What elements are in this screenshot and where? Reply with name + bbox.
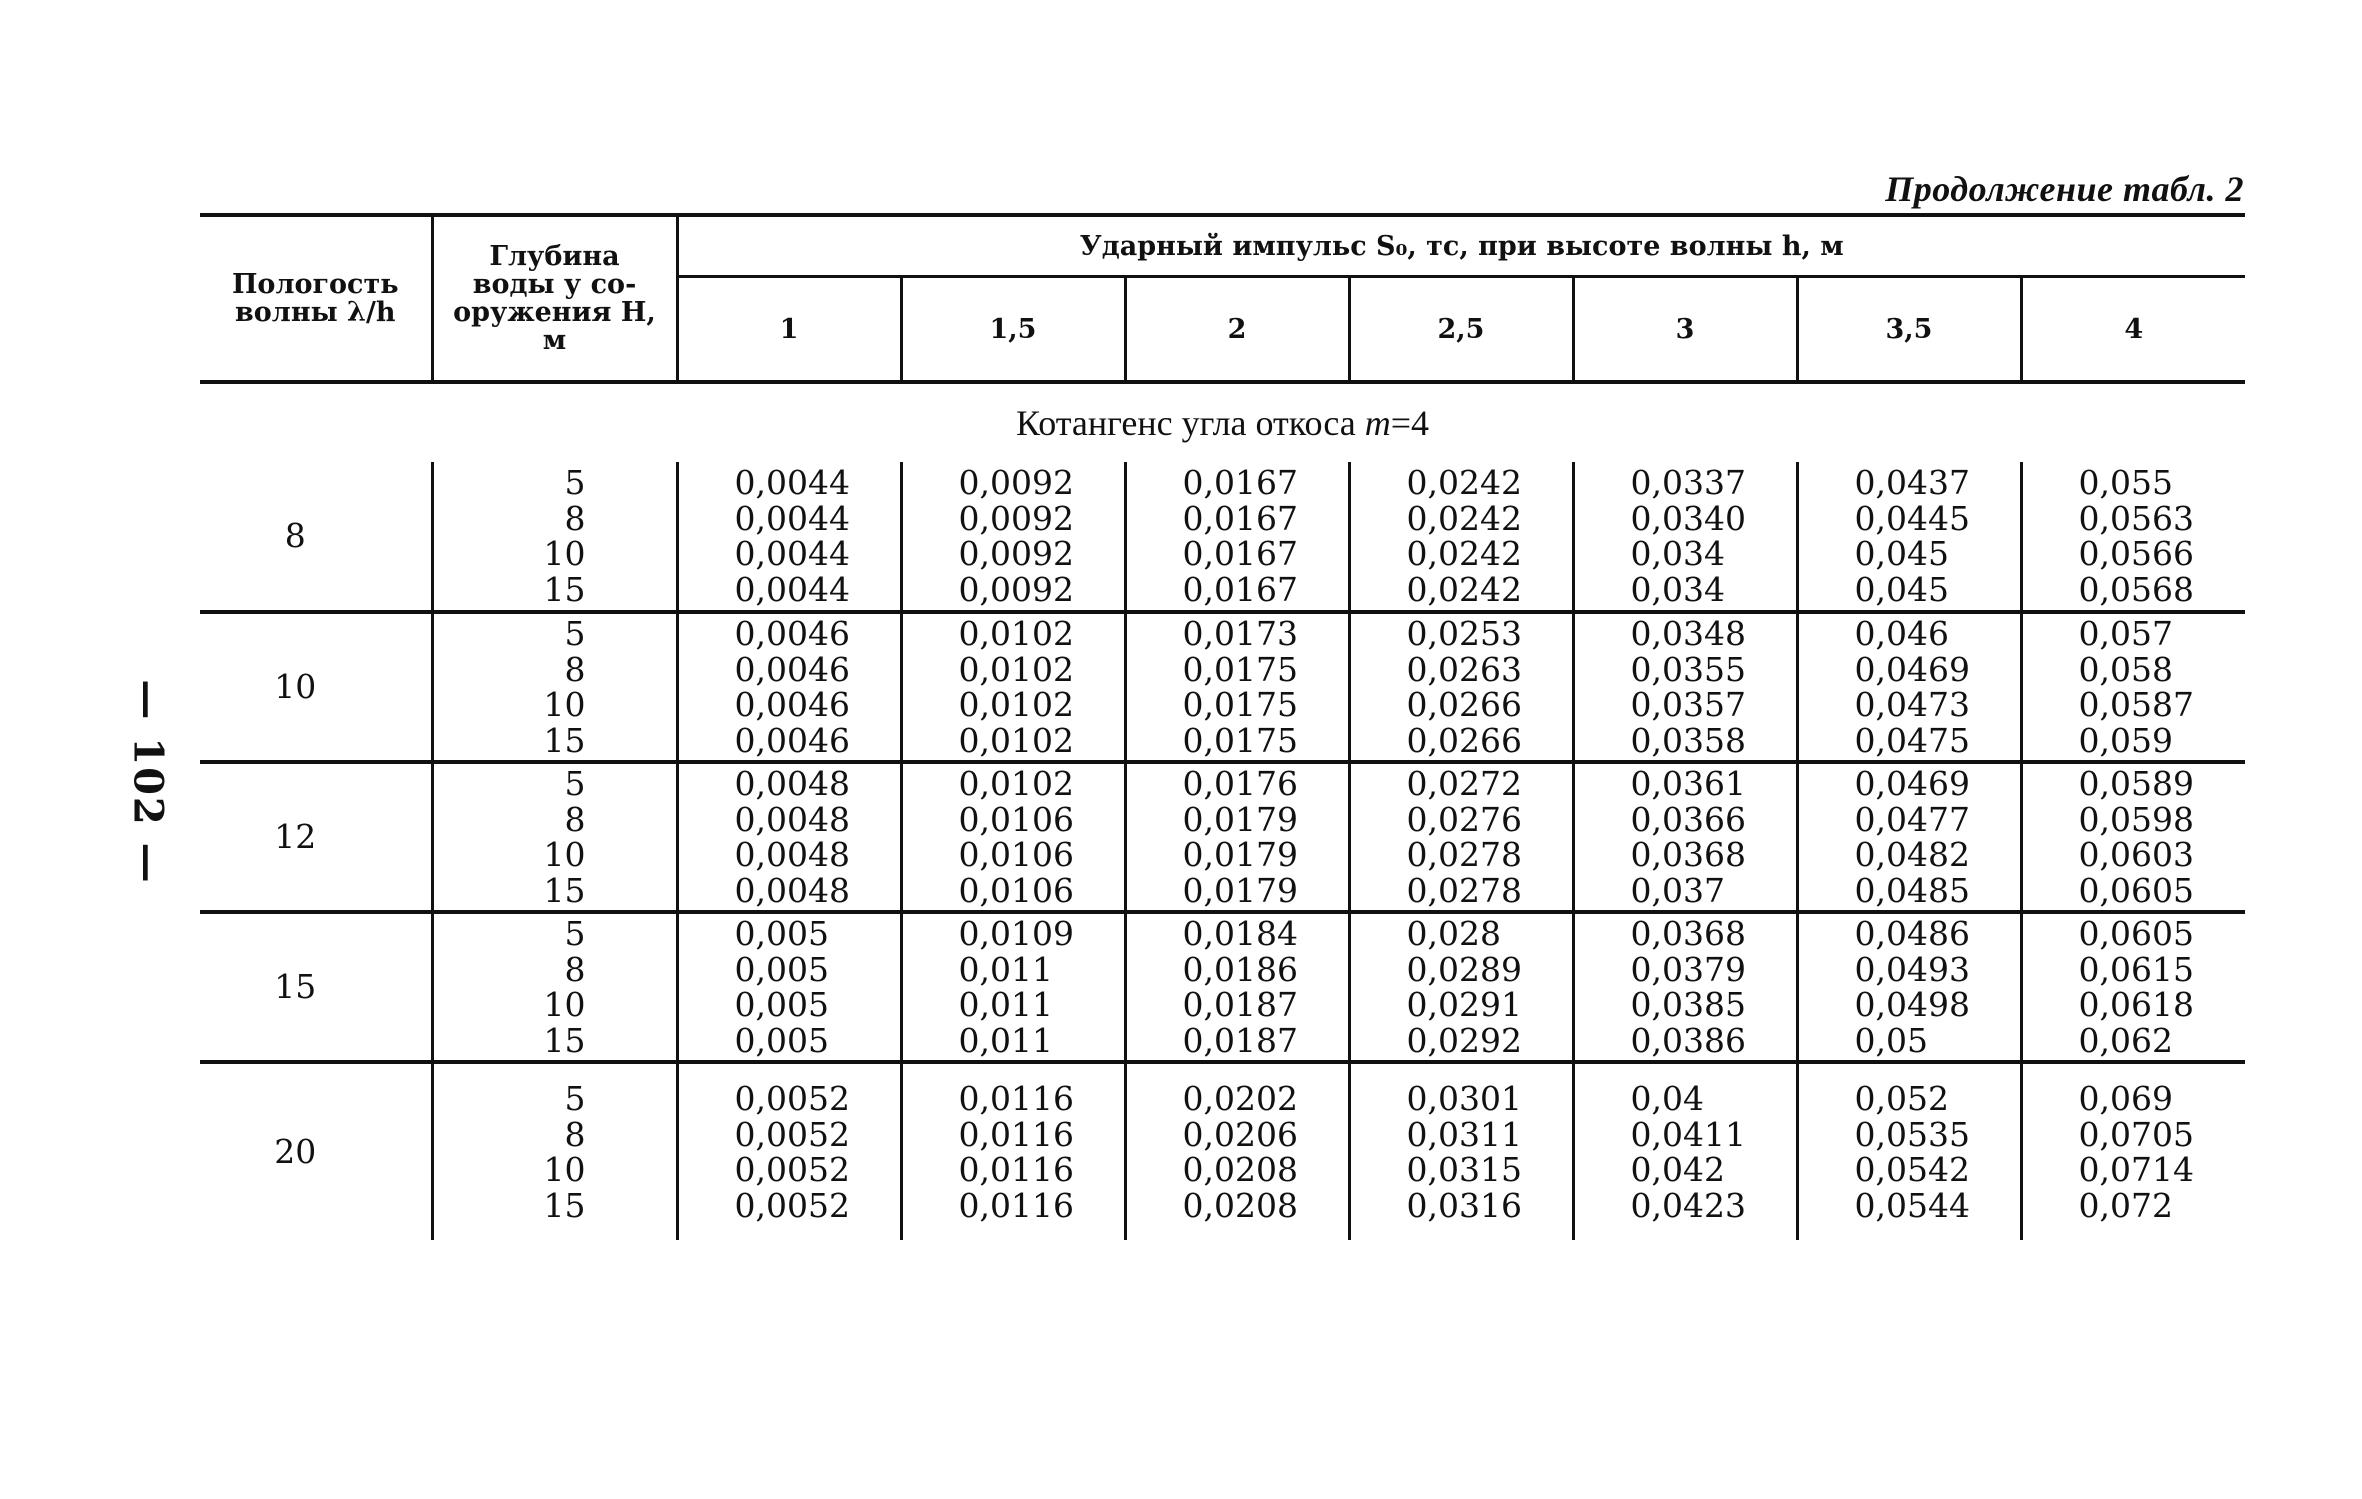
impulse-column xyxy=(901,612,1125,762)
header-depth: Глубина воды у со- оружения H, м xyxy=(432,215,677,382)
impulse-value: 0,0266 xyxy=(1406,720,1522,760)
impulse-column xyxy=(1349,762,1573,912)
impulse-value: 0,0568 xyxy=(2078,569,2194,609)
impulse-value: 0,0272 xyxy=(1406,764,1522,803)
steepness-group xyxy=(200,612,2245,762)
impulse-value: 0,0173 xyxy=(1182,614,1298,653)
impulse-value: 0,0106 xyxy=(958,799,1074,839)
impulse-value: 0,005 xyxy=(734,1020,829,1060)
impulse-value: 0,0469 xyxy=(1854,764,1970,803)
impulse-value: 0,0167 xyxy=(1182,498,1298,538)
impulse-value: 0,0485 xyxy=(1854,870,1970,910)
impulse-value: 0,0048 xyxy=(734,799,850,839)
depth-value: 10 xyxy=(543,534,586,573)
depth-value: 15 xyxy=(543,1185,586,1225)
header-height: 1 xyxy=(677,277,901,383)
impulse-value: 0,0167 xyxy=(1182,534,1298,573)
impulse-value: 0,028 xyxy=(1406,914,1501,953)
depth-value: 10 xyxy=(543,685,586,724)
impulse-value: 0,0044 xyxy=(734,498,850,538)
impulse-value: 0,0714 xyxy=(2078,1150,2194,1189)
impulse-column xyxy=(901,1062,1125,1240)
impulse-value: 0,0542 xyxy=(1854,1150,1970,1189)
impulse-value: 0,0605 xyxy=(2078,870,2194,910)
depth-value: 15 xyxy=(543,569,586,609)
depth-value: 5 xyxy=(564,914,586,953)
impulse-value: 0,072 xyxy=(2078,1185,2173,1225)
impulse-value: 0,0167 xyxy=(1182,569,1298,609)
table-row xyxy=(200,912,2245,1062)
impulse-value: 0,0102 xyxy=(958,649,1074,689)
impulse-value: 0,042 xyxy=(1630,1150,1725,1189)
impulse-value: 0,0315 xyxy=(1406,1150,1522,1189)
impulse-value: 0,005 xyxy=(734,914,829,953)
impulse-value: 0,0423 xyxy=(1630,1185,1746,1225)
impulse-column xyxy=(1573,1062,1797,1240)
page-number: — 102 — xyxy=(124,679,172,885)
impulse-value: 0,0116 xyxy=(958,1114,1074,1154)
impulse-value: 0,0605 xyxy=(2078,914,2194,953)
impulse-value: 0,0498 xyxy=(1854,985,1970,1024)
header-height: 3 xyxy=(1573,277,1797,383)
depth-value: 8 xyxy=(564,949,586,989)
table-row xyxy=(200,1062,2245,1240)
impulse-value: 0,0563 xyxy=(2078,498,2194,538)
impulse-value: 0,005 xyxy=(734,985,829,1024)
impulse-column xyxy=(1797,612,2021,762)
impulse-value: 0,0176 xyxy=(1182,764,1298,803)
impulse-value: 0,0316 xyxy=(1406,1185,1522,1225)
impulse-column xyxy=(1125,1062,1349,1240)
impulse-value: 0,0340 xyxy=(1630,498,1746,538)
header-steepness: Пологость волны λ/h xyxy=(200,215,432,382)
impulse-column xyxy=(677,762,901,912)
impulse-value: 0,0368 xyxy=(1630,914,1746,953)
impulse-value: 0,0102 xyxy=(958,685,1074,724)
impulse-value: 0,0208 xyxy=(1182,1150,1298,1189)
impulse-value: 0,0046 xyxy=(734,685,850,724)
impulse-value: 0,0278 xyxy=(1406,870,1522,910)
impulse-column xyxy=(1573,912,1797,1062)
depth-value: 8 xyxy=(564,649,586,689)
impulse-column xyxy=(677,612,901,762)
impulse-value: 0,0102 xyxy=(958,720,1074,760)
table-row xyxy=(200,762,2245,912)
impulse-column xyxy=(2021,912,2245,1062)
impulse-value: 0,062 xyxy=(2078,1020,2173,1060)
impulse-column xyxy=(1349,1062,1573,1240)
depth-value: 10 xyxy=(543,985,586,1024)
steepness-group xyxy=(200,462,2245,612)
impulse-value: 0,0301 xyxy=(1406,1079,1522,1118)
impulse-column xyxy=(1797,462,2021,612)
impulse-value: 0,0266 xyxy=(1406,685,1522,724)
impulse-value: 0,011 xyxy=(958,1020,1053,1060)
impulse-column xyxy=(2021,462,2245,612)
impulse-value: 0,055 xyxy=(2078,463,2173,502)
depth-values xyxy=(432,462,677,612)
depth-value: 5 xyxy=(564,764,586,803)
impulse-value: 0,0482 xyxy=(1854,835,1970,874)
section-caption: Котангенс угла откоса m=4 xyxy=(1015,403,1430,443)
depth-value: 8 xyxy=(564,498,586,538)
impulse-value: 0,0242 xyxy=(1406,498,1522,538)
impulse-value: 0,0052 xyxy=(734,1079,850,1118)
impulse-value: 0,058 xyxy=(2078,649,2173,689)
impulse-value: 0,0544 xyxy=(1854,1185,1970,1225)
table-row xyxy=(200,462,2245,612)
wave-impulse-table xyxy=(200,213,2245,1240)
header-height: 3,5 xyxy=(1797,277,2021,383)
impulse-value: 0,0044 xyxy=(734,463,850,502)
impulse-column xyxy=(901,762,1125,912)
table-continuation-title: Продолжение табл. 2 xyxy=(1885,169,2244,209)
impulse-value: 0,0566 xyxy=(2078,534,2194,573)
impulse-value: 0,045 xyxy=(1854,534,1949,573)
impulse-value: 0,0242 xyxy=(1406,569,1522,609)
depth-value: 10 xyxy=(543,1150,586,1189)
impulse-value: 0,034 xyxy=(1630,534,1725,573)
impulse-value: 0,0386 xyxy=(1630,1020,1746,1060)
depth-values xyxy=(432,912,677,1062)
impulse-value: 0,0102 xyxy=(958,614,1074,653)
impulse-value: 0,0477 xyxy=(1854,799,1970,839)
impulse-value: 0,05 xyxy=(1854,1020,1928,1060)
impulse-column xyxy=(1125,762,1349,912)
impulse-value: 0,0046 xyxy=(734,720,850,760)
impulse-value: 0,0475 xyxy=(1854,720,1970,760)
impulse-column xyxy=(677,462,901,612)
impulse-value: 0,0092 xyxy=(958,534,1074,573)
impulse-value: 0,0358 xyxy=(1630,720,1746,760)
impulse-column xyxy=(1125,462,1349,612)
impulse-value: 0,0184 xyxy=(1182,914,1298,953)
impulse-column xyxy=(901,462,1125,612)
depth-value: 10 xyxy=(543,835,586,874)
impulse-value: 0,0186 xyxy=(1182,949,1298,989)
impulse-value: 0,0048 xyxy=(734,764,850,803)
impulse-value: 0,0289 xyxy=(1406,949,1522,989)
impulse-column xyxy=(1573,612,1797,762)
impulse-value: 0,0445 xyxy=(1854,498,1970,538)
impulse-value: 0,0385 xyxy=(1630,985,1746,1024)
impulse-value: 0,0048 xyxy=(734,835,850,874)
impulse-column xyxy=(1125,612,1349,762)
impulse-value: 0,052 xyxy=(1854,1079,1949,1118)
impulse-value: 0,069 xyxy=(2078,1079,2173,1118)
impulse-value: 0,0187 xyxy=(1182,1020,1298,1060)
impulse-value: 0,0175 xyxy=(1182,649,1298,689)
steepness-value: 12 xyxy=(200,762,432,912)
impulse-column xyxy=(2021,1062,2245,1240)
depth-value: 15 xyxy=(543,1020,586,1060)
impulse-value: 0,0116 xyxy=(958,1079,1074,1118)
header-height: 4 xyxy=(2021,277,2245,383)
impulse-value: 0,0368 xyxy=(1630,835,1746,874)
steepness-value: 15 xyxy=(200,912,432,1062)
impulse-value: 0,0337 xyxy=(1630,463,1746,502)
impulse-column xyxy=(2021,762,2245,912)
impulse-value: 0,0242 xyxy=(1406,463,1522,502)
impulse-value: 0,0276 xyxy=(1406,799,1522,839)
header-height: 1,5 xyxy=(901,277,1125,383)
header-height: 2 xyxy=(1125,277,1349,383)
impulse-value: 0,037 xyxy=(1630,870,1725,910)
impulse-value: 0,0598 xyxy=(2078,799,2194,839)
steepness-value: 10 xyxy=(200,612,432,762)
table-row xyxy=(200,612,2245,762)
impulse-value: 0,0535 xyxy=(1854,1114,1970,1154)
depth-value: 8 xyxy=(564,799,586,839)
impulse-value: 0,0705 xyxy=(2078,1114,2194,1154)
impulse-value: 0,0044 xyxy=(734,534,850,573)
impulse-value: 0,0411 xyxy=(1630,1114,1746,1154)
depth-value: 5 xyxy=(564,463,586,502)
impulse-value: 0,046 xyxy=(1854,614,1949,653)
depth-value: 5 xyxy=(564,614,586,653)
depth-values xyxy=(432,1062,677,1240)
header-height: 2,5 xyxy=(1349,277,1573,383)
impulse-value: 0,0046 xyxy=(734,614,850,653)
depth-value: 15 xyxy=(543,870,586,910)
impulse-value: 0,0587 xyxy=(2078,685,2194,724)
impulse-column xyxy=(1125,912,1349,1062)
impulse-value: 0,0116 xyxy=(958,1150,1074,1189)
impulse-value: 0,0179 xyxy=(1182,799,1298,839)
impulse-value: 0,0311 xyxy=(1406,1114,1522,1154)
impulse-value: 0,011 xyxy=(958,985,1053,1024)
impulse-column xyxy=(1797,762,2021,912)
header-impulse: Ударный импульс S₀, тс, при высоте волны h, м xyxy=(677,215,2245,277)
impulse-value: 0,0473 xyxy=(1854,685,1970,724)
impulse-value: 0,0379 xyxy=(1630,949,1746,989)
impulse-value: 0,0106 xyxy=(958,870,1074,910)
impulse-value: 0,0048 xyxy=(734,870,850,910)
impulse-value: 0,0589 xyxy=(2078,764,2194,803)
impulse-value: 0,0366 xyxy=(1630,799,1746,839)
impulse-value: 0,0263 xyxy=(1406,649,1522,689)
impulse-value: 0,0469 xyxy=(1854,649,1970,689)
impulse-value: 0,0179 xyxy=(1182,870,1298,910)
impulse-value: 0,0179 xyxy=(1182,835,1298,874)
impulse-value: 0,0187 xyxy=(1182,985,1298,1024)
depth-value: 8 xyxy=(564,1114,586,1154)
impulse-value: 0,005 xyxy=(734,949,829,989)
impulse-column xyxy=(1349,912,1573,1062)
impulse-value: 0,045 xyxy=(1854,569,1949,609)
impulse-value: 0,0355 xyxy=(1630,649,1746,689)
impulse-value: 0,0052 xyxy=(734,1114,850,1154)
steepness-group xyxy=(200,1062,2245,1240)
impulse-value: 0,011 xyxy=(958,949,1053,989)
impulse-value: 0,0046 xyxy=(734,649,850,689)
impulse-value: 0,0618 xyxy=(2078,985,2194,1024)
impulse-column xyxy=(1797,1062,2021,1240)
impulse-value: 0,0102 xyxy=(958,764,1074,803)
impulse-column xyxy=(1797,912,2021,1062)
depth-values xyxy=(432,762,677,912)
steepness-value: 8 xyxy=(200,462,432,612)
impulse-column xyxy=(677,912,901,1062)
depth-value: 5 xyxy=(564,1079,586,1118)
impulse-value: 0,0603 xyxy=(2078,835,2194,874)
impulse-value: 0,0092 xyxy=(958,463,1074,502)
impulse-value: 0,0052 xyxy=(734,1185,850,1225)
impulse-value: 0,0253 xyxy=(1406,614,1522,653)
impulse-value: 0,0437 xyxy=(1854,463,1970,502)
impulse-column xyxy=(1573,762,1797,912)
impulse-value: 0,034 xyxy=(1630,569,1725,609)
impulse-value: 0,0175 xyxy=(1182,720,1298,760)
impulse-value: 0,0092 xyxy=(958,569,1074,609)
impulse-value: 0,0109 xyxy=(958,914,1074,953)
impulse-value: 0,0486 xyxy=(1854,914,1970,953)
steepness-value: 20 xyxy=(200,1062,432,1240)
impulse-value: 0,0615 xyxy=(2078,949,2194,989)
impulse-value: 0,0202 xyxy=(1182,1079,1298,1118)
impulse-value: 0,057 xyxy=(2078,614,2173,653)
impulse-value: 0,0116 xyxy=(958,1185,1074,1225)
impulse-column xyxy=(1349,462,1573,612)
steepness-group xyxy=(200,762,2245,912)
impulse-value: 0,0242 xyxy=(1406,534,1522,573)
impulse-value: 0,04 xyxy=(1630,1079,1704,1118)
impulse-value: 0,0361 xyxy=(1630,764,1746,803)
impulse-column xyxy=(1349,612,1573,762)
impulse-value: 0,0167 xyxy=(1182,463,1298,502)
impulse-value: 0,0292 xyxy=(1406,1020,1522,1060)
impulse-value: 0,0348 xyxy=(1630,614,1746,653)
depth-values xyxy=(432,612,677,762)
impulse-value: 0,059 xyxy=(2078,720,2173,760)
impulse-column xyxy=(677,1062,901,1240)
impulse-value: 0,0493 xyxy=(1854,949,1970,989)
depth-value: 15 xyxy=(543,720,586,760)
impulse-column xyxy=(901,912,1125,1062)
impulse-value: 0,0278 xyxy=(1406,835,1522,874)
impulse-value: 0,0206 xyxy=(1182,1114,1298,1154)
impulse-value: 0,0175 xyxy=(1182,685,1298,724)
impulse-value: 0,0357 xyxy=(1630,685,1746,724)
impulse-value: 0,0044 xyxy=(734,569,850,609)
impulse-value: 0,0291 xyxy=(1406,985,1522,1024)
impulse-column xyxy=(1573,462,1797,612)
steepness-group xyxy=(200,912,2245,1062)
impulse-value: 0,0052 xyxy=(734,1150,850,1189)
impulse-value: 0,0092 xyxy=(958,498,1074,538)
impulse-value: 0,0208 xyxy=(1182,1185,1298,1225)
impulse-column xyxy=(2021,612,2245,762)
impulse-value: 0,0106 xyxy=(958,835,1074,874)
